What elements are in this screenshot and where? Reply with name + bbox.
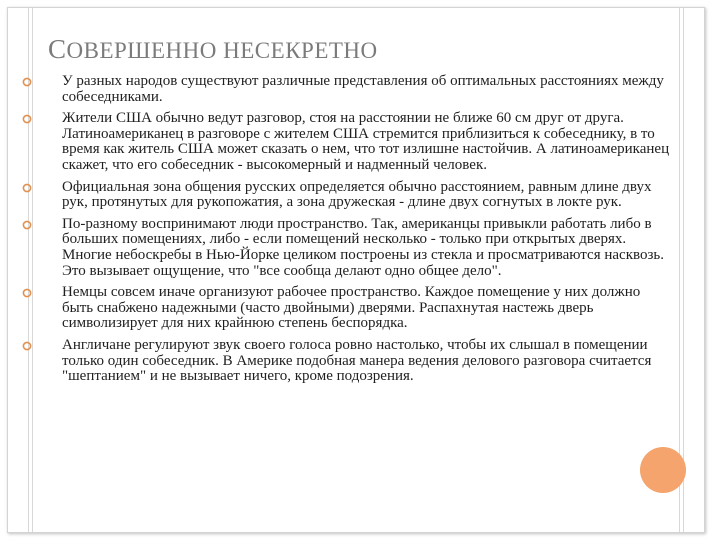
hollow-circle-icon bbox=[22, 341, 32, 351]
paragraph-text: Официальная зона общения русских определяется обычно расстоянием, равным длине двух рук, протянутых для рукопожатия, а зона дружеская - длине двух согнутых в локте рук. bbox=[62, 178, 652, 211]
paragraph-text: Жители США обычно ведут разговор, стоя на расстоянии не ближе 60 см друг от друга. Латиноамериканец в разговоре с жителем США стремится приблизиться к собеседнику, в то время как житель США может сказать о нем, что тот излишне настойчив. А латиноамериканец скажет, что его собеседник - высокомерный и надменный человек. bbox=[62, 110, 670, 173]
list-item bbox=[62, 217, 674, 279]
list-item bbox=[62, 338, 674, 385]
hollow-circle-icon bbox=[22, 183, 32, 193]
paragraph-text: Англичане регулируют звук своего голоса ровно настолько, чтобы их слышал в помещении только один собеседник. В Америке подобная манера ведения делового разговора считается "шептанием" и не вызывает ничего, кроме подозрения. bbox=[62, 336, 652, 385]
hollow-circle-icon bbox=[22, 220, 32, 230]
hollow-circle-icon bbox=[22, 114, 32, 124]
list-item bbox=[62, 180, 674, 211]
paragraph-text: Немцы совсем иначе организуют рабочее пространство. Каждое помещение у них должно быть снабжено надежными (часто двойными) дверями. Распахнутая настежь дверь символизирует для них крайнюю степень беспорядка. bbox=[62, 284, 641, 332]
hollow-circle-icon bbox=[22, 77, 32, 87]
list-item bbox=[62, 111, 674, 173]
paragraph-text: По-разному воспринимают люди пространство. Так, американцы привыкли работать либо в больших помещениях, либо - если помещений несколько - только при открытых дверях. Многие небоскребы в Нью-Йорке целиком построены из стекла и просматриваются насквозь. Это вызывает ощущение, что "все сообща делают одно общее дело". bbox=[62, 215, 664, 279]
list-item bbox=[62, 285, 674, 332]
title-first-letter: С bbox=[48, 34, 67, 64]
decorative-circle bbox=[640, 447, 686, 493]
paragraph-text: У разных народов существуют различные представления об оптимальных расстояниях между собеседниками. bbox=[62, 73, 664, 105]
left-stripe-inner bbox=[32, 8, 33, 532]
hollow-circle-icon bbox=[22, 288, 32, 298]
list-item bbox=[62, 74, 674, 105]
bullet-list bbox=[62, 74, 674, 391]
slide-title bbox=[48, 34, 378, 65]
right-stripe-outer bbox=[683, 8, 684, 532]
title-rest: ОВЕРШЕННО НЕСЕКРЕТНО bbox=[66, 38, 378, 63]
